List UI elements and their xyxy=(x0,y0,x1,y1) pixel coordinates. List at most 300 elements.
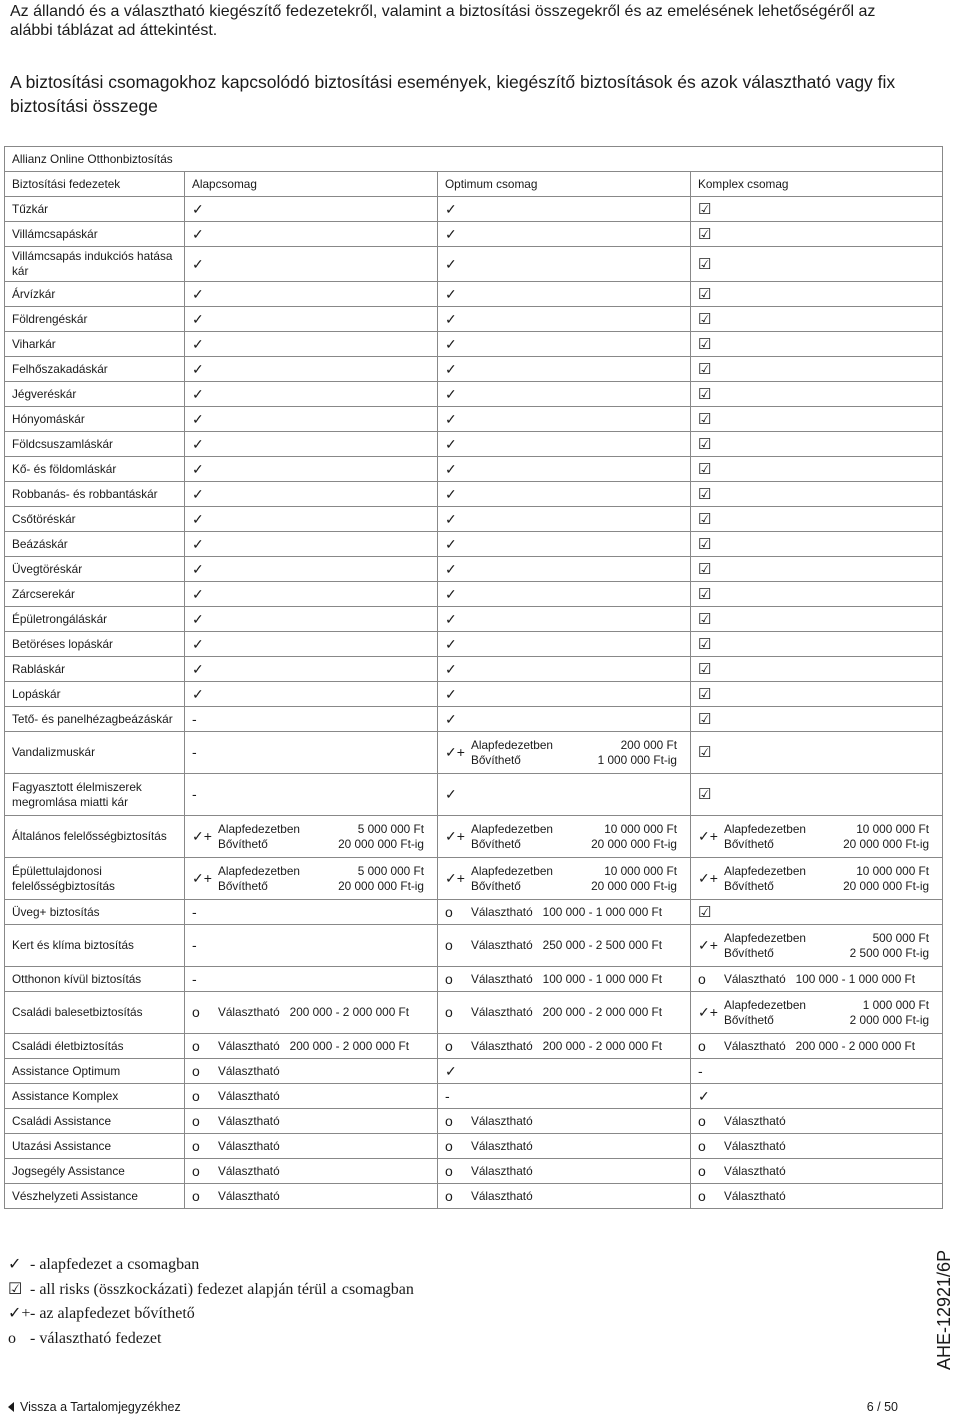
coverage-name: Villámcsapáskár xyxy=(5,222,185,247)
cell-content xyxy=(445,487,683,502)
coverage-amounts xyxy=(218,864,430,894)
coverage-name: Vészhelyzeti Assistance xyxy=(5,1184,185,1209)
optional-range: 200 000 - 2 000 000 Ft xyxy=(289,1005,410,1019)
optional-info xyxy=(471,938,662,953)
legend-item xyxy=(8,1278,414,1303)
package-cell xyxy=(185,632,438,657)
cell-content xyxy=(445,337,683,352)
table-row xyxy=(5,732,943,774)
amount-value: 20 000 000 Ft-ig xyxy=(338,836,424,851)
cell-content xyxy=(698,587,935,602)
cell-content xyxy=(698,287,935,302)
amount-value: 10 000 000 Ft xyxy=(856,821,930,836)
amount-value: 20 000 000 Ft-ig xyxy=(591,878,677,893)
cell-content xyxy=(445,312,683,327)
cell-content xyxy=(445,587,683,602)
cell-content xyxy=(192,202,430,217)
package-cell xyxy=(185,532,438,557)
cell-content xyxy=(698,822,935,852)
optional-icon: o xyxy=(445,1037,453,1054)
package-cell xyxy=(438,247,691,282)
check-icon: ✓ xyxy=(192,335,204,352)
amount-label: Bővíthető xyxy=(724,836,774,851)
optional-range: 100 000 - 1 000 000 Ft xyxy=(542,971,663,986)
cell-content xyxy=(698,864,935,894)
check-icon: ✓ xyxy=(445,510,457,527)
package-cell xyxy=(185,407,438,432)
cell-content xyxy=(192,587,430,602)
checkbox-icon: ☑ xyxy=(698,535,712,553)
amount-values xyxy=(338,864,424,894)
optional-info xyxy=(471,1114,533,1129)
package-cell xyxy=(438,1184,691,1209)
cell-content xyxy=(698,487,935,502)
package-cell xyxy=(691,774,943,816)
package-cell xyxy=(438,992,691,1034)
package-cell xyxy=(691,482,943,507)
package-cell xyxy=(691,532,943,557)
amount-label: Alapfedezetben xyxy=(724,997,806,1012)
coverage-name: Vandalizmuskár xyxy=(5,732,185,774)
checkbox-icon: ☑ xyxy=(698,585,712,603)
amount-labels xyxy=(724,864,806,894)
cell-content xyxy=(192,612,430,627)
check-icon: ✓ xyxy=(445,225,457,242)
optional-label: Választható xyxy=(471,1038,533,1053)
package-cell xyxy=(438,858,691,900)
package-cell xyxy=(691,1034,943,1059)
package-cell xyxy=(185,382,438,407)
amount-label: Bővíthető xyxy=(471,752,521,767)
amount-labels xyxy=(724,931,806,961)
package-cell xyxy=(185,900,438,925)
coverage-table xyxy=(4,146,943,1209)
optional-label: Választható xyxy=(471,938,533,952)
package-cell xyxy=(438,925,691,967)
package-cell xyxy=(691,357,943,382)
amount-label: Bővíthető xyxy=(218,878,268,893)
package-cell xyxy=(691,1134,943,1159)
coverage-amounts xyxy=(724,931,935,961)
table-row xyxy=(5,816,943,858)
package-cell xyxy=(185,858,438,900)
cell-content xyxy=(445,822,683,852)
cell-content xyxy=(445,864,683,894)
optional-range: 200 000 - 2 000 000 Ft xyxy=(795,1038,916,1053)
legend-text: - alapfedezet a csomagban xyxy=(30,1256,200,1273)
check-icon: ✓ xyxy=(445,460,457,477)
package-cell xyxy=(691,557,943,582)
cell-content xyxy=(445,362,683,377)
amount-label: Bővíthető xyxy=(471,836,521,851)
cell-content xyxy=(698,227,935,242)
cell-content xyxy=(698,537,935,552)
check-icon: ✓ xyxy=(445,610,457,627)
cell-content xyxy=(192,822,430,852)
package-cell xyxy=(185,1084,438,1109)
coverage-name: Üveg+ biztosítás xyxy=(5,900,185,925)
cell-content xyxy=(698,1039,935,1054)
coverage-name: Csőtöréskár xyxy=(5,507,185,532)
checkbox-icon: ☑ xyxy=(698,560,712,578)
table-row xyxy=(5,607,943,632)
check-icon: ✓ xyxy=(445,1062,457,1079)
cell-content xyxy=(698,1089,935,1104)
check-icon: ✓ xyxy=(192,410,204,427)
check-icon: ✓ xyxy=(192,285,204,302)
check-icon: ✓ xyxy=(192,360,204,377)
package-cell xyxy=(438,707,691,732)
checkbox-icon: ☑ xyxy=(698,225,712,243)
package-cell xyxy=(691,682,943,707)
package-cell xyxy=(185,197,438,222)
check-icon: ✓ xyxy=(698,1087,710,1104)
package-cell xyxy=(691,582,943,607)
cell-content xyxy=(698,462,935,477)
check-plus-icon: ✓+ xyxy=(698,937,718,953)
cell-content xyxy=(192,745,430,760)
header-cell: Komplex csomag xyxy=(691,172,943,197)
cell-content xyxy=(192,905,430,920)
cell-content xyxy=(698,562,935,577)
package-cell xyxy=(691,197,943,222)
cell-content xyxy=(698,312,935,327)
optional-info xyxy=(471,1005,662,1020)
package-cell xyxy=(185,992,438,1034)
package-cell xyxy=(185,307,438,332)
checkbox-icon: ☑ xyxy=(698,335,712,353)
cell-content xyxy=(192,227,430,242)
amount-labels xyxy=(218,864,300,894)
coverage-name: Utazási Assistance xyxy=(5,1134,185,1159)
amount-value: 20 000 000 Ft-ig xyxy=(843,878,930,893)
table-row xyxy=(5,307,943,332)
cell-content xyxy=(192,257,430,272)
amount-label: Bővíthető xyxy=(724,945,774,960)
optional-icon: o xyxy=(445,1112,453,1129)
coverage-name: Tűzkár xyxy=(5,197,185,222)
check-icon: ✓ xyxy=(192,485,204,502)
check-icon: ✓ xyxy=(192,255,204,272)
package-cell xyxy=(438,1159,691,1184)
package-cell xyxy=(185,816,438,858)
coverage-name: Beázáskár xyxy=(5,532,185,557)
coverage-amounts xyxy=(724,998,935,1028)
optional-info xyxy=(218,1005,409,1020)
check-icon: ✓ xyxy=(445,385,457,402)
check-icon: ✓ xyxy=(445,310,457,327)
cell-content xyxy=(445,1189,683,1204)
cell-content xyxy=(445,462,683,477)
package-cell xyxy=(691,247,943,282)
page-number: 6 / 50 xyxy=(866,1400,898,1414)
cell-content xyxy=(192,1039,430,1054)
dash-icon: - xyxy=(445,1087,450,1104)
check-icon: ✓ xyxy=(445,255,457,272)
cell-content xyxy=(698,412,935,427)
amount-value: 5 000 000 Ft xyxy=(357,863,424,878)
package-cell xyxy=(185,482,438,507)
cell-content xyxy=(192,387,430,402)
package-cell xyxy=(691,607,943,632)
coverage-name: Kert és klíma biztosítás xyxy=(5,925,185,967)
amount-value: 10 000 000 Ft xyxy=(604,821,677,836)
optional-icon: o xyxy=(445,937,453,953)
checkbox-icon: ☑ xyxy=(698,610,712,628)
cell-content xyxy=(698,637,935,652)
check-icon: ✓ xyxy=(192,660,204,677)
amount-values xyxy=(843,822,929,852)
cell-content xyxy=(445,1089,683,1104)
checkbox-icon: ☑ xyxy=(698,310,712,328)
cell-content xyxy=(192,1005,430,1020)
package-cell xyxy=(438,1059,691,1084)
amount-values xyxy=(850,998,929,1028)
coverage-amounts xyxy=(724,864,935,894)
amount-labels xyxy=(471,864,553,894)
cell-content xyxy=(698,745,935,760)
package-cell xyxy=(185,247,438,282)
optional-info xyxy=(471,972,662,987)
amount-value: 2 000 000 Ft-ig xyxy=(849,1012,930,1027)
cell-content xyxy=(698,662,935,677)
cell-content xyxy=(698,337,935,352)
optional-label: Választható xyxy=(471,1163,533,1178)
package-cell xyxy=(691,1159,943,1184)
cell-content xyxy=(192,362,430,377)
package-cell xyxy=(185,222,438,247)
package-cell xyxy=(185,582,438,607)
legend-symbol: ✓+ xyxy=(8,1305,31,1322)
package-cell xyxy=(438,507,691,532)
coverage-amounts xyxy=(471,822,683,852)
optional-range: 200 000 - 2 000 000 Ft xyxy=(289,1038,410,1053)
cell-content xyxy=(445,738,683,768)
checkbox-icon: ☑ xyxy=(698,435,712,453)
package-cell xyxy=(438,222,691,247)
legend-item xyxy=(8,1327,414,1352)
optional-info xyxy=(218,1164,280,1179)
dash-icon: - xyxy=(192,744,197,760)
optional-label: Választható xyxy=(218,1088,280,1103)
optional-icon: o xyxy=(698,1162,706,1179)
cell-content xyxy=(445,1005,683,1020)
checkbox-icon: ☑ xyxy=(698,510,712,528)
optional-label: Választható xyxy=(218,1138,280,1153)
legend-text: - all risks (összkockázati) fedezet alapján térül a csomagban xyxy=(30,1280,414,1298)
legend-item xyxy=(8,1302,414,1327)
cell-content xyxy=(192,287,430,302)
document-code: AHE-12921/6P xyxy=(934,1249,954,1370)
package-cell xyxy=(438,1084,691,1109)
cell-content xyxy=(192,487,430,502)
package-cell xyxy=(185,1059,438,1084)
check-icon: ✓ xyxy=(445,335,457,352)
coverage-name: Fagyasztott élelmiszerek megromlása miatti kár xyxy=(5,774,185,816)
package-cell xyxy=(691,1109,943,1134)
table-row xyxy=(5,657,943,682)
optional-label: Választható xyxy=(218,1113,280,1128)
checkbox-icon: ☑ xyxy=(698,410,712,428)
cell-content xyxy=(698,362,935,377)
optional-icon: o xyxy=(698,1137,706,1154)
amount-labels xyxy=(471,822,553,852)
amount-values xyxy=(598,738,677,768)
optional-info xyxy=(471,1139,533,1154)
cell-content xyxy=(698,972,935,987)
cell-content xyxy=(192,662,430,677)
cell-content xyxy=(698,202,935,217)
package-cell xyxy=(691,858,943,900)
coverage-name: Családi Assistance xyxy=(5,1109,185,1134)
checkbox-icon: ☑ xyxy=(698,255,712,273)
optional-info xyxy=(218,1089,280,1104)
header-cell: Alapcsomag xyxy=(185,172,438,197)
check-icon: ✓ xyxy=(445,710,457,727)
check-icon: ✓ xyxy=(192,635,204,652)
amount-label: Alapfedezetben xyxy=(724,863,806,878)
coverage-name: Assistance Komplex xyxy=(5,1084,185,1109)
cell-content xyxy=(445,437,683,452)
optional-info xyxy=(724,1139,786,1154)
legend-symbol: o xyxy=(8,1329,16,1347)
cell-content xyxy=(445,637,683,652)
dash-icon: - xyxy=(192,786,197,802)
package-cell xyxy=(185,1159,438,1184)
back-link-label: Vissza a Tartalomjegyzékhez xyxy=(20,1400,181,1414)
amount-values xyxy=(591,864,677,894)
dash-icon: - xyxy=(192,970,197,987)
cell-content xyxy=(445,905,683,920)
check-plus-icon: ✓+ xyxy=(698,870,718,886)
amount-label: Bővíthető xyxy=(724,1012,774,1027)
optional-label: Választható xyxy=(471,904,533,919)
package-cell xyxy=(691,457,943,482)
optional-icon: o xyxy=(698,970,706,987)
optional-label: Választható xyxy=(471,1005,533,1019)
table-row xyxy=(5,432,943,457)
cell-content xyxy=(192,972,430,987)
table-title: Allianz Online Otthonbiztosítás xyxy=(5,147,943,172)
checkbox-icon: ☑ xyxy=(698,786,712,803)
package-cell xyxy=(185,732,438,774)
package-cell xyxy=(185,507,438,532)
check-icon: ✓ xyxy=(192,510,204,527)
cell-content xyxy=(445,287,683,302)
check-icon: ✓ xyxy=(192,610,204,627)
back-to-contents-link[interactable] xyxy=(8,1400,181,1414)
coverage-name: Hónyomáskár xyxy=(5,407,185,432)
package-cell xyxy=(438,432,691,457)
package-cell xyxy=(438,482,691,507)
table-row xyxy=(5,457,943,482)
amount-value: 200 000 Ft xyxy=(620,737,677,752)
amount-values xyxy=(338,822,424,852)
legend-symbol: ☑ xyxy=(8,1280,23,1298)
amount-value: 5 000 000 Ft xyxy=(357,821,424,836)
optional-label: Választható xyxy=(471,1113,533,1128)
check-icon: ✓ xyxy=(445,200,457,217)
package-cell xyxy=(691,507,943,532)
package-cell xyxy=(185,607,438,632)
cell-content xyxy=(698,1139,935,1154)
optional-label: Választható xyxy=(471,971,533,986)
check-icon: ✓ xyxy=(445,585,457,602)
cell-content xyxy=(192,787,430,802)
coverage-name: Zárcserekár xyxy=(5,582,185,607)
cell-content xyxy=(698,512,935,527)
table-row xyxy=(5,222,943,247)
optional-info xyxy=(218,1114,280,1129)
amount-value: 1 000 000 Ft-ig xyxy=(597,752,677,767)
cell-content xyxy=(192,337,430,352)
table-row xyxy=(5,992,943,1034)
check-plus-icon: ✓+ xyxy=(445,744,465,760)
package-cell xyxy=(691,332,943,357)
table-row xyxy=(5,1159,943,1184)
amount-label: Alapfedezetben xyxy=(724,821,806,836)
legend-symbol: ✓ xyxy=(8,1256,22,1273)
table-row xyxy=(5,582,943,607)
optional-info xyxy=(724,1039,915,1054)
amount-labels xyxy=(218,822,300,852)
dash-icon: - xyxy=(192,937,197,953)
table-header-row xyxy=(5,172,943,197)
optional-icon: o xyxy=(192,1004,200,1020)
optional-range: 200 000 - 2 000 000 Ft xyxy=(542,1005,663,1019)
coverage-name: Épületrongáláskár xyxy=(5,607,185,632)
check-icon: ✓ xyxy=(445,685,457,702)
optional-info xyxy=(471,1039,662,1054)
cell-content xyxy=(192,1139,430,1154)
package-cell xyxy=(185,332,438,357)
package-cell xyxy=(438,582,691,607)
check-icon: ✓ xyxy=(192,460,204,477)
package-cell xyxy=(438,332,691,357)
package-cell xyxy=(691,657,943,682)
coverage-name: Családi balesetbiztosítás xyxy=(5,992,185,1034)
coverage-name: Jogsegély Assistance xyxy=(5,1159,185,1184)
package-cell xyxy=(438,967,691,992)
cell-content xyxy=(445,1114,683,1129)
table-row xyxy=(5,858,943,900)
check-icon: ✓ xyxy=(445,660,457,677)
table-row xyxy=(5,1134,943,1159)
cell-content xyxy=(445,202,683,217)
optional-info xyxy=(724,1114,786,1129)
check-icon: ✓ xyxy=(192,435,204,452)
check-icon: ✓ xyxy=(192,685,204,702)
optional-icon: o xyxy=(192,1087,200,1104)
section-heading: A biztosítási csomagokhoz kapcsolódó biztosítási események, kiegészítő biztosítások és azok választható vagy fix biztosítási összege xyxy=(10,72,896,116)
footer xyxy=(8,1400,898,1414)
package-cell xyxy=(691,1084,943,1109)
amount-value: 2 500 000 Ft-ig xyxy=(849,945,930,960)
package-cell xyxy=(438,382,691,407)
check-icon: ✓ xyxy=(445,535,457,552)
table-row xyxy=(5,247,943,282)
package-cell xyxy=(438,557,691,582)
package-cell xyxy=(185,557,438,582)
check-icon: ✓ xyxy=(192,560,204,577)
optional-label: Választható xyxy=(724,1188,786,1203)
amount-value: 1 000 000 Ft xyxy=(862,997,930,1012)
package-cell xyxy=(691,816,943,858)
package-cell xyxy=(438,816,691,858)
amount-labels xyxy=(471,738,553,768)
optional-icon: o xyxy=(698,1037,706,1054)
checkbox-icon: ☑ xyxy=(698,635,712,653)
